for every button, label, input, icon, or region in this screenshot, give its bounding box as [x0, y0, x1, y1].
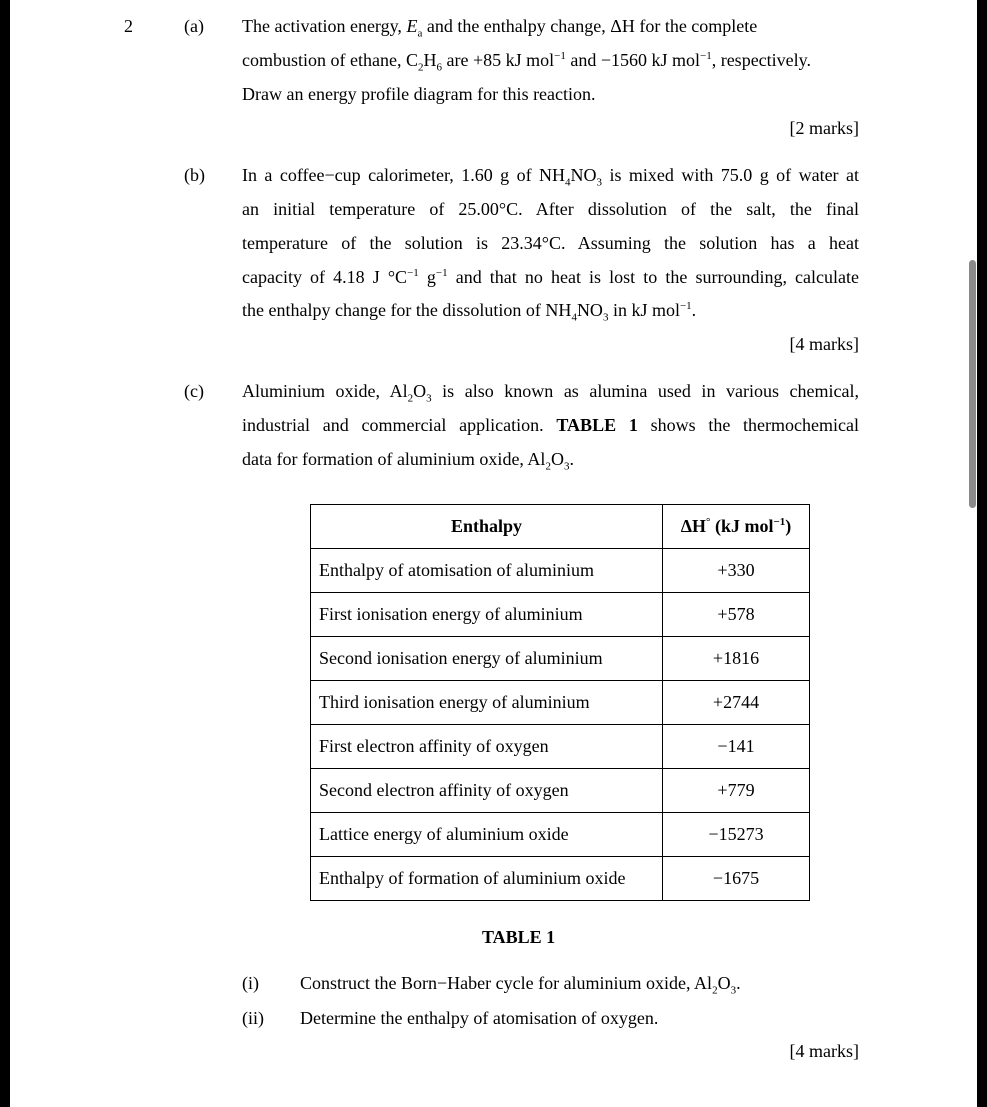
row-value: −141 — [663, 725, 810, 769]
row-value: −15273 — [663, 813, 810, 857]
row-name: Second electron affinity of oxygen — [311, 769, 663, 813]
sub-ii-text: Determine the enthalpy of atomisation of oxygen. — [300, 1008, 659, 1028]
row-name: First ionisation energy of aluminium — [311, 593, 663, 637]
table-caption: TABLE 1 — [482, 927, 556, 947]
table-row — [311, 769, 810, 813]
part-a-marks: [2 marks] — [789, 118, 859, 138]
row-value: +578 — [663, 593, 810, 637]
sub-i-label: (i) — [242, 973, 259, 993]
part-c-line-2: industrial and commercial application. TABLE 1 shows the thermochemical — [242, 415, 859, 435]
table-row — [311, 681, 810, 725]
part-c-line-3: data for formation of aluminium oxide, $Al_2O_3$. — [242, 449, 574, 473]
row-value: +2744 — [663, 681, 810, 725]
vertical-scrollbar[interactable] — [969, 260, 976, 508]
part-b-line-1: In a coffee−cup calorimeter, 1.60 g of $NH_4NO_3$ is mixed with 75.0 g of water at — [242, 165, 859, 189]
part-b-line-3: temperature of the solution is 23.34°C. Assuming the solution has a heat — [242, 233, 859, 253]
part-a-label: (a) — [184, 16, 204, 36]
table-row — [311, 593, 810, 637]
sub-i-text: Construct the Born−Haber cycle for aluminium oxide, $Al_2O_3$. — [300, 973, 741, 997]
table-row — [311, 857, 810, 901]
table-row — [311, 637, 810, 681]
row-value: +1816 — [663, 637, 810, 681]
sub-ii-label: (ii) — [242, 1008, 264, 1028]
part-c-line-1: Aluminium oxide, $Al_2O_3$ is also known as alumina used in various chemical, — [242, 381, 859, 405]
table-row — [311, 549, 810, 593]
row-name: Second ionisation energy of aluminium — [311, 637, 663, 681]
part-b-marks: [4 marks] — [789, 334, 859, 354]
header-enthalpy: Enthalpy — [311, 505, 663, 549]
table-header-row — [311, 505, 810, 549]
thermochemical-data-table — [310, 504, 810, 901]
table-row — [311, 725, 810, 769]
part-c-marks: [4 marks] — [789, 1041, 859, 1061]
part-b-label: (b) — [184, 165, 205, 185]
row-name: Third ionisation energy of aluminium — [311, 681, 663, 725]
row-name: Enthalpy of formation of aluminium oxide — [311, 857, 663, 901]
part-a-line-2: combustion of ethane, $C_2H_6$ are +85 kJ mol$^{-1}$ and −1560 kJ mol$^{-1}$, respectively. — [242, 50, 811, 74]
part-b-line-4: capacity of 4.18 J $^\circ C^{-1}$ $g^{-1}$ and that no heat is lost to the surrounding, calculate — [242, 267, 859, 287]
row-value: +330 — [663, 549, 810, 593]
part-a-line-3: Draw an energy profile diagram for this reaction. — [242, 84, 596, 104]
question-number: 2 — [124, 16, 133, 36]
row-value: −1675 — [663, 857, 810, 901]
part-b-line-5: the enthalpy change for the dissolution of $NH_4NO_3$ in kJ mol$^{-1}$. — [242, 300, 697, 324]
row-value: +779 — [663, 769, 810, 813]
part-a-line-1: The activation energy, $E_a$ and the enthalpy change, ΔH for the complete — [242, 16, 758, 40]
row-name: Enthalpy of atomisation of aluminium — [311, 549, 663, 593]
header-delta-h: ΔH° (kJ mol$^{-1}$) — [663, 505, 810, 549]
row-name: Lattice energy of aluminium oxide — [311, 813, 663, 857]
row-name: First electron affinity of oxygen — [311, 725, 663, 769]
part-c-label: (c) — [184, 381, 204, 401]
table-row — [311, 813, 810, 857]
document-page — [10, 0, 977, 1107]
part-b-line-2: an initial temperature of 25.00°C. After dissolution of the salt, the final — [242, 199, 859, 219]
